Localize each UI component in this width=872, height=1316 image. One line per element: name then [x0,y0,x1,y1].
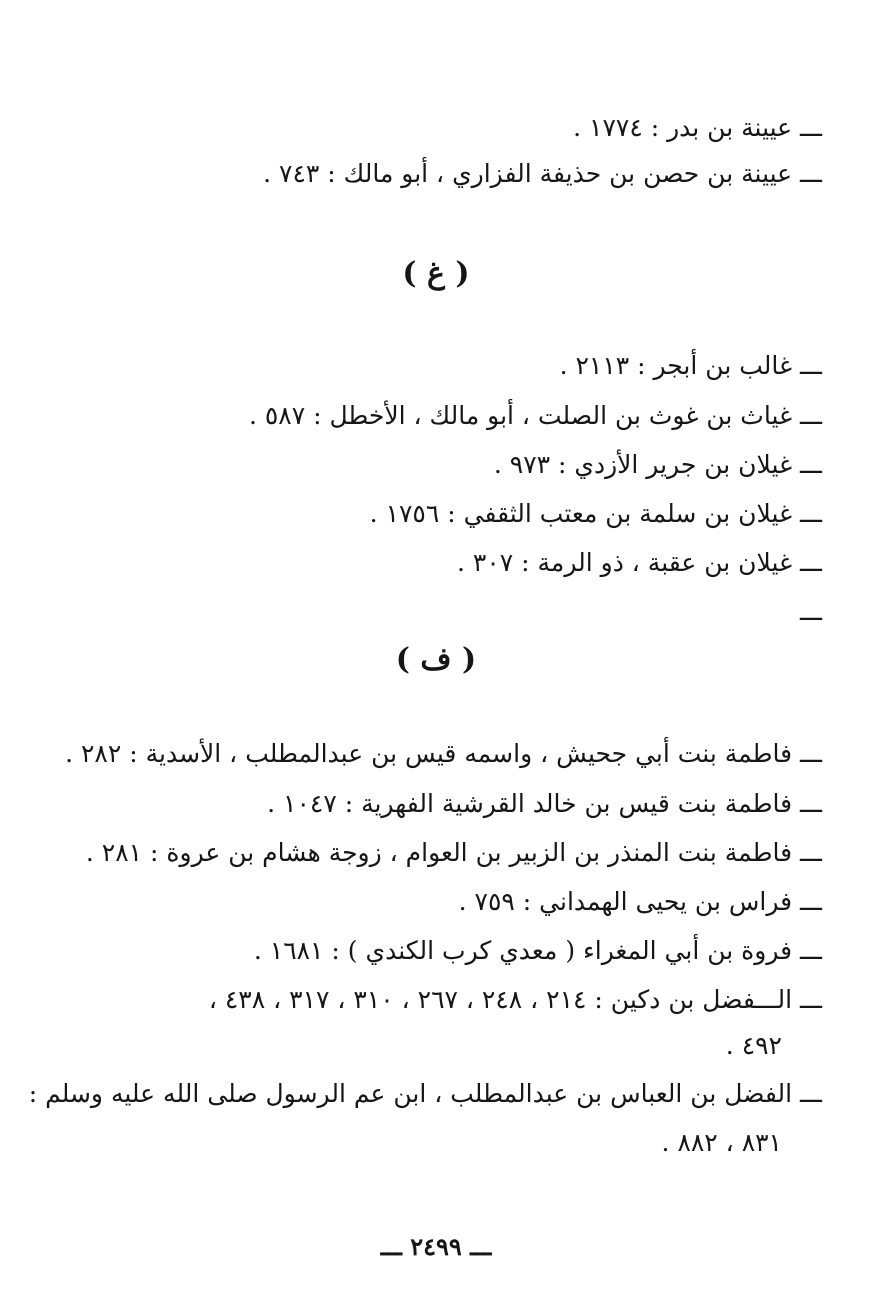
lone-dash: ـــ [800,597,822,626]
section-heading-fa: ( ف ) [395,642,477,677]
index-entry-line: ـــ الفضل بن العباس بن عبدالمطلب ، ابن عم الرسول صلى الله عليه وسلم : [28,1079,822,1108]
index-entry: ـــ غيلان بن عقبة ، ذو الرمة : ٣٠٧ . [457,548,822,577]
page-number: ـــ ٢٤٩٩ ـــ [380,1232,492,1261]
index-entry-line: ـــ الـــفضل بن دكين : ٢١٤ ، ٢٤٨ ، ٢٦٧ ، ٣١٠ ، ٣١٧ ، ٤٣٨ ، [208,985,822,1014]
index-entry: ـــ غياث بن غوث بن الصلت ، أبو مالك ، الأخطل : ٥٨٧ . [248,401,822,430]
index-entry: ـــ عيينة بن بدر : ١٧٧٤ . [573,113,822,142]
index-entry: ـــ فراس بن يحيى الهمداني : ٧٥٩ . [458,887,822,916]
index-entry: ـــ غيلان بن جرير الأزدي : ٩٧٣ . [493,450,822,479]
index-entry: ـــ غيلان بن سلمة بن معتب الثقفي : ١٧٥٦ . [369,499,822,528]
index-entry: ـــ غالب بن أبجر : ٢١١٣ . [559,351,822,380]
index-entry-continuation: ٨٣١ ، ٨٨٢ . [661,1128,782,1157]
index-entry: ـــ فروة بن أبي المغراء ( معدي كرب الكندي ) : ١٦٨١ . [253,936,822,965]
index-entry: ـــ فاطمة بنت المنذر بن الزبير بن العوام ، زوجة هشام بن عروة : ٢٨١ . [85,838,822,867]
index-entry: ـــ عيينة بن حصن بن حذيفة الفزاري ، أبو مالك : ٧٤٣ . [263,159,822,188]
index-entry: ـــ فاطمة بنت أبي جحيش ، واسمه قيس بن عبدالمطلب ، الأسدية : ٢٨٢ . [65,739,822,768]
section-heading-ghayn: ( غ ) [402,256,470,291]
index-entry: ـــ فاطمة بنت قيس بن خالد القرشية الفهرية : ١٠٤٧ . [267,789,822,818]
index-entry-continuation: ٤٩٢ . [725,1031,782,1060]
